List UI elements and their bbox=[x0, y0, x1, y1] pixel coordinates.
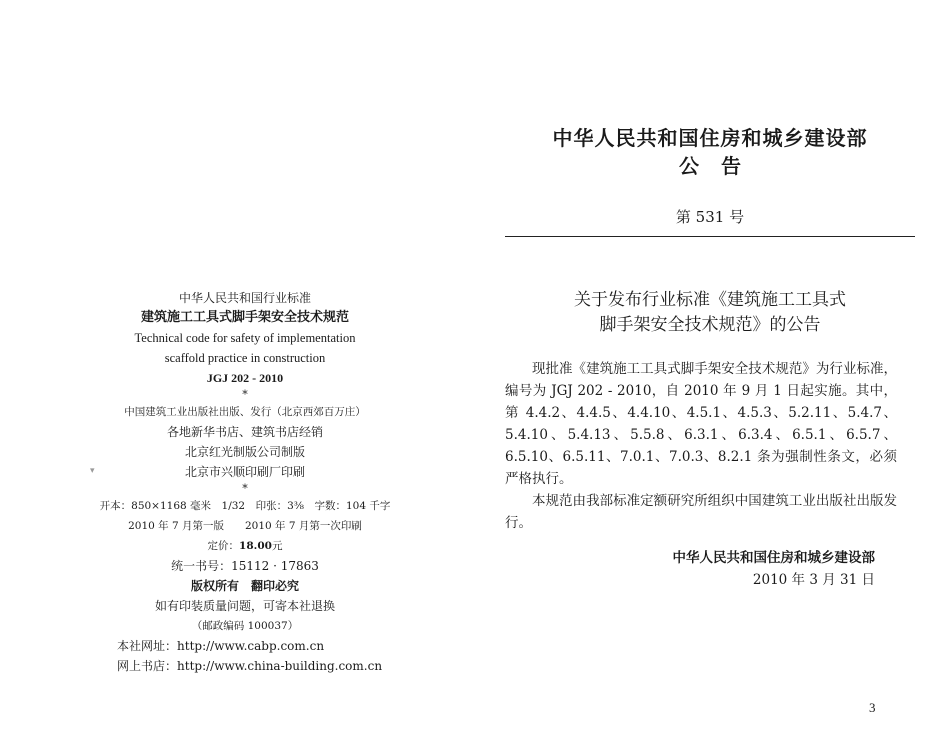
plate-making-line: 北京红光制版公司制版 bbox=[184, 445, 305, 459]
separator-star-2: * bbox=[242, 482, 248, 495]
bookstore-line bbox=[95, 656, 395, 676]
colophon-block bbox=[95, 288, 395, 676]
page-number: 3 bbox=[869, 700, 876, 715]
printing-line: 北京市兴顺印刷厂印刷 bbox=[184, 465, 305, 479]
heading-line-2: 脚手架安全技术规范》的公告 bbox=[599, 315, 821, 335]
website-label: 本社网址： bbox=[117, 639, 178, 653]
separator-star-1: * bbox=[242, 388, 248, 401]
format-line: 开本：850×1168 毫米 1/32 印张：3⅜ 字数：104 千字 bbox=[99, 500, 391, 512]
right-page-announcement bbox=[475, 0, 950, 738]
price-value: 18.00 bbox=[239, 540, 272, 552]
price-label: 定价： bbox=[207, 540, 240, 552]
signature-date: 2010 年 3 月 31 日 bbox=[752, 572, 875, 588]
return-note-line: 如有印装质量问题，可寄本社退换 bbox=[154, 599, 335, 613]
signature-organization: 中华人民共和国住房和城乡建设部 bbox=[672, 550, 875, 566]
copyright-line: 版权所有 翻印必究 bbox=[190, 579, 299, 593]
book-title-english-line-1: Technical code for safety of implementation bbox=[134, 331, 356, 345]
price-unit: 元 bbox=[271, 540, 283, 552]
notice-word: 公告 bbox=[679, 154, 763, 178]
announcement-body bbox=[505, 358, 897, 534]
body-paragraph-1: 现批准《建筑施工工具式脚手架安全技术规范》为行业标准，编号为 JGJ 202 - 2010，自 2010 年 9 月 1 日起实施。其中，第 4.4.2、4.4.5、4.4.10、4.5.1、4.5.3、5.2.11、5.4.7、5.4.10、5.4.13、5.5.8、6.3.1、6.3.4、6.5.1、6.5.7、6.5.10、6.5.11、7.0.1、7.0.3、8.2.1 条为强制性条文，必须严格执行。 bbox=[505, 361, 897, 487]
price-line bbox=[95, 536, 395, 556]
header-rule bbox=[505, 236, 915, 237]
publisher-line: 中国建筑工业出版社出版、发行（北京西郊百万庄） bbox=[124, 406, 366, 418]
side-mark: ▾ bbox=[90, 466, 95, 476]
heading-line-1: 关于发布行业标准《建筑施工工具式 bbox=[574, 290, 846, 310]
signature-block bbox=[655, 547, 875, 591]
standard-series: 中华人民共和国行业标准 bbox=[178, 291, 311, 305]
bookstore-label: 网上书店： bbox=[117, 659, 178, 673]
announcement-number: 第 531 号 bbox=[675, 208, 745, 226]
postcode-line: （邮政编码 100037） bbox=[191, 620, 299, 632]
isbn-line: 统一书号：15112 · 17863 bbox=[171, 559, 319, 573]
website-url[interactable]: http://www.cabp.com.cn bbox=[177, 639, 325, 653]
book-title-english-line-2: scaffold practice in construction bbox=[164, 351, 326, 365]
edition-line: 2010 年 7 月第一版 2010 年 7 月第一次印刷 bbox=[128, 520, 362, 532]
distribution-line: 各地新华书店、建筑书店经销 bbox=[166, 425, 323, 439]
website-line bbox=[95, 636, 395, 656]
book-title-chinese: 建筑施工工具式脚手架安全技术规范 bbox=[140, 310, 349, 325]
bookstore-url[interactable]: http://www.china-building.com.cn bbox=[177, 659, 383, 673]
standard-code: JGJ 202 - 2010 bbox=[206, 371, 284, 385]
body-paragraph-2: 本规范由我部标准定额研究所组织中国建筑工业出版社出版发行。 bbox=[505, 493, 897, 531]
ministry-title: 中华人民共和国住房和城乡建设部 bbox=[552, 126, 868, 150]
announcement-heading bbox=[505, 288, 915, 338]
